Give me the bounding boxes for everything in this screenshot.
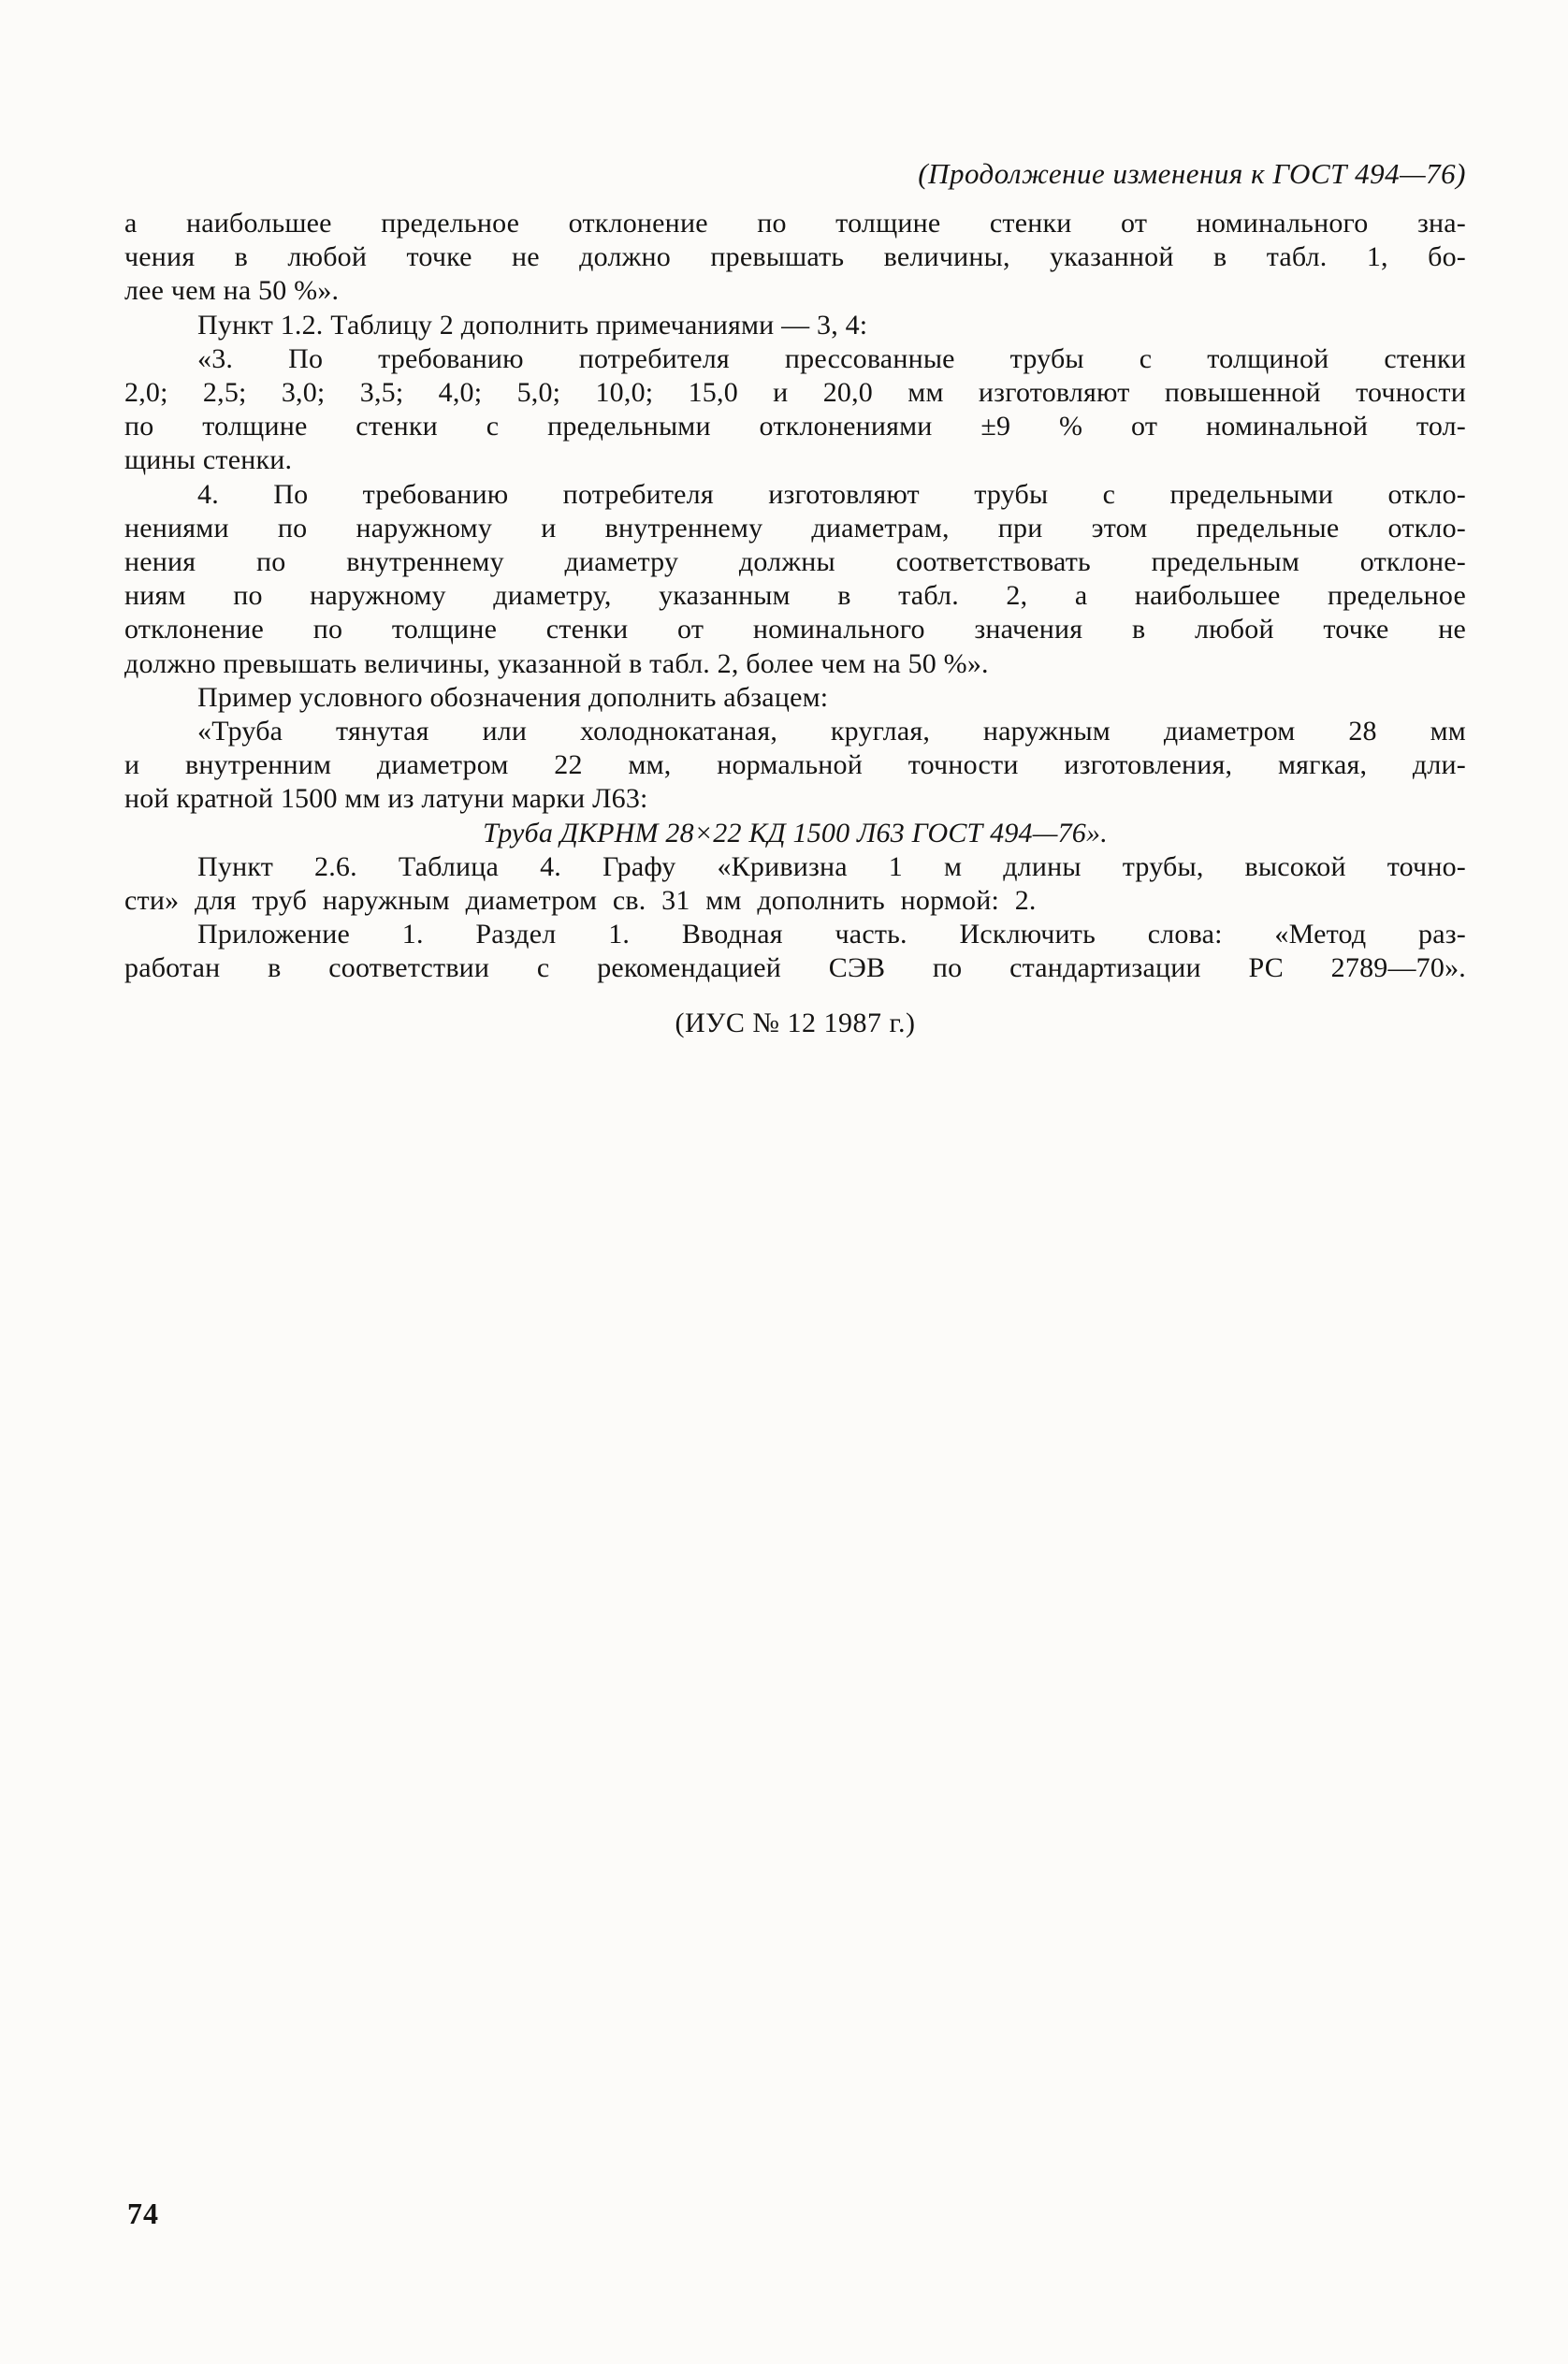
- text-line: 4. По требованию потребителя изготовляют трубы с предельными откло-: [197, 478, 1466, 510]
- text-line: «3. По требованию потребителя прессованные трубы с толщиной стенки: [197, 342, 1466, 374]
- text-line: по толщине стенки с предельными отклонениями ±9 % от номинальной тол-: [124, 411, 1466, 442]
- page-number: 74: [127, 2197, 159, 2230]
- text-line: щины стенки.: [124, 444, 293, 476]
- text-line: должно превышать величины, указанной в табл. 2, более чем на 50 %».: [124, 647, 989, 679]
- text-line: ниям по наружному диаметру, указанным в табл. 2, а наибольшее предельное: [124, 580, 1466, 612]
- text-line: а наибольшее предельное отклонение по толщине стенки от номинального зна-: [124, 208, 1466, 239]
- continuation-header: (Продолжение изменения к ГОСТ 494—76): [918, 157, 1466, 190]
- text-line: нения по внутреннему диаметру должны соответствовать предельным отклоне-: [124, 546, 1466, 578]
- text-line: ной кратной 1500 мм из латуни марки Л63:: [124, 783, 648, 815]
- text-block: [124, 157, 1466, 1040]
- text-line: и внутренним диаметром 22 мм, нормальной точности изготовления, мягкая, дли-: [124, 749, 1466, 781]
- text-line: сти» для труб наружным диаметром св. 31 мм дополнить нормой: 2.: [124, 885, 1037, 917]
- designation-line: Труба ДКРНМ 28×22 КД 1500 Л63 ГОСТ 494—76».: [483, 817, 1108, 848]
- text-line: 2,0; 2,5; 3,0; 3,5; 4,0; 5,0; 10,0; 15,0 и 20,0 мм изготовляют повышенной точности: [124, 377, 1466, 409]
- text-line: Пункт 1.2. Таблицу 2 дополнить примечаниями — 3, 4:: [197, 309, 868, 341]
- issue-note: (ИУС № 12 1987 г.): [675, 1007, 916, 1038]
- text-line: лее чем на 50 %».: [124, 275, 340, 307]
- text-line: Пункт 2.6. Таблица 4. Графу «Кривизна 1 м длины трубы, высокой точно-: [197, 850, 1466, 882]
- text-line: Приложение 1. Раздел 1. Вводная часть. Исключить слова: «Метод раз-: [197, 919, 1466, 950]
- text-line: нениями по наружному и внутреннему диаметрам, при этом предельные откло-: [124, 512, 1466, 544]
- text-line: работан в соответствии с рекомендацией СЭВ по стандартизации РС 2789—70».: [124, 952, 1466, 984]
- text-line: отклонение по толщине стенки от номинального значения в любой точке не: [124, 614, 1466, 645]
- text-line: «Труба тянутая или холоднокатаная, круглая, наружным диаметром 28 мм: [197, 716, 1466, 747]
- text-line: Пример условного обозначения дополнить абзацем:: [197, 681, 829, 713]
- text-line: чения в любой точке не должно превышать величины, указанной в табл. 1, бо-: [124, 241, 1466, 273]
